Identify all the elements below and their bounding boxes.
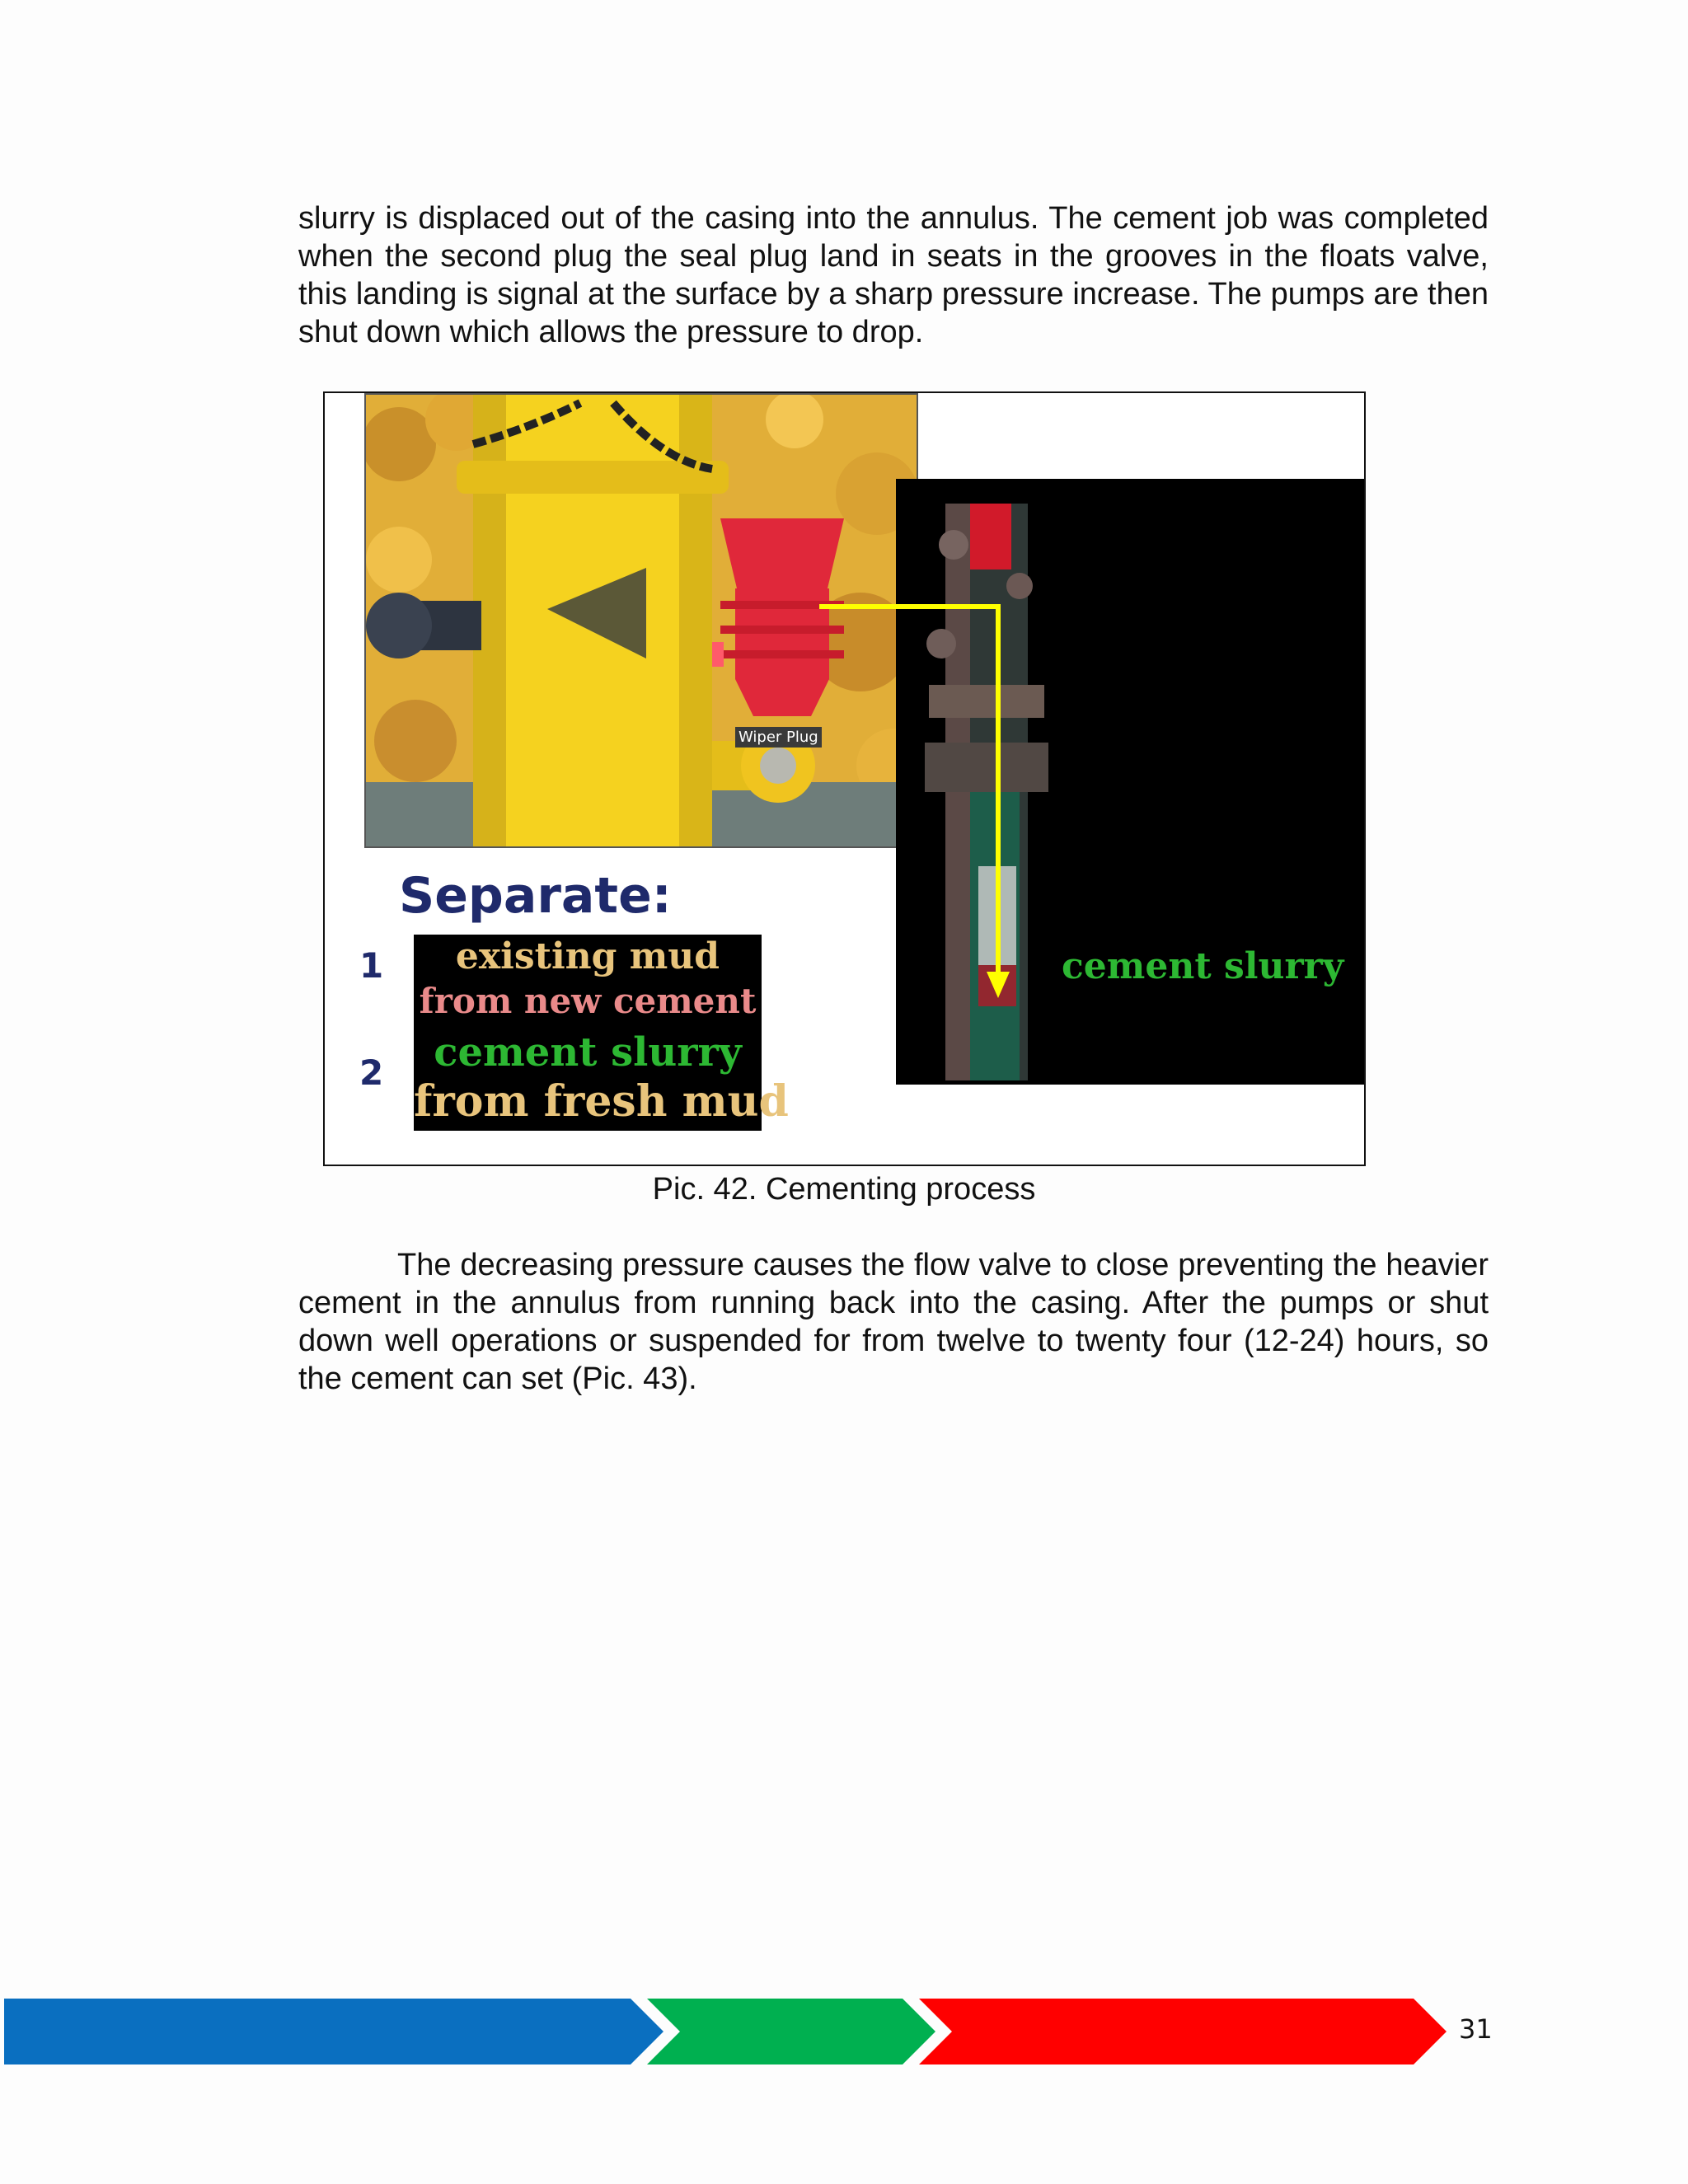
- footer-blue-segment: [4, 1999, 663, 2064]
- footer-arrow-bar: [0, 1994, 1688, 2077]
- item-2-box: [414, 1029, 789, 1131]
- item-2-line-2: from fresh mud: [414, 1076, 789, 1127]
- cement-slurry-label: cement slurry: [1062, 945, 1344, 987]
- wiper-plug-label: Wiper Plug: [735, 727, 822, 748]
- footer-red-segment: [919, 1999, 1447, 2064]
- cementing-figure: [323, 391, 1366, 1166]
- paragraph-top: slurry is displaced out of the casing into the annulus. The cement job was completed when the second plug the seal plug land in seats in the grooves in the floats valve, this landing is signal at the surface by a sharp pressure increase. The pumps are then shut down which allows the pressure to drop.: [298, 201, 1489, 349]
- item-1-line-1: existing mud: [455, 935, 720, 977]
- page-number: 31: [1459, 2013, 1493, 2045]
- item-2-line-1: cement slurry: [434, 1029, 742, 1076]
- separate-title: Separate:: [399, 867, 672, 925]
- item-1-box: [414, 935, 762, 1029]
- figure-caption: Pic. 42. Cementing process: [652, 1172, 1036, 1207]
- item-1-line-2: from new cement: [419, 981, 757, 1021]
- casing-video-frame: [896, 479, 1366, 1085]
- wellhead-photo: [364, 393, 918, 848]
- item-2-number: 2: [359, 1052, 384, 1093]
- footer-green-segment: [647, 1999, 935, 2064]
- paragraph-bottom: The decreasing pressure causes the flow valve to close preventing the heavier cement in the annulus from running back into the casing. After the pumps or shut down well operations or suspended for from twelve to twenty four (12-24) hours, so the cement can set (Pic. 43).: [298, 1248, 1489, 1396]
- item-1-number: 1: [359, 945, 384, 986]
